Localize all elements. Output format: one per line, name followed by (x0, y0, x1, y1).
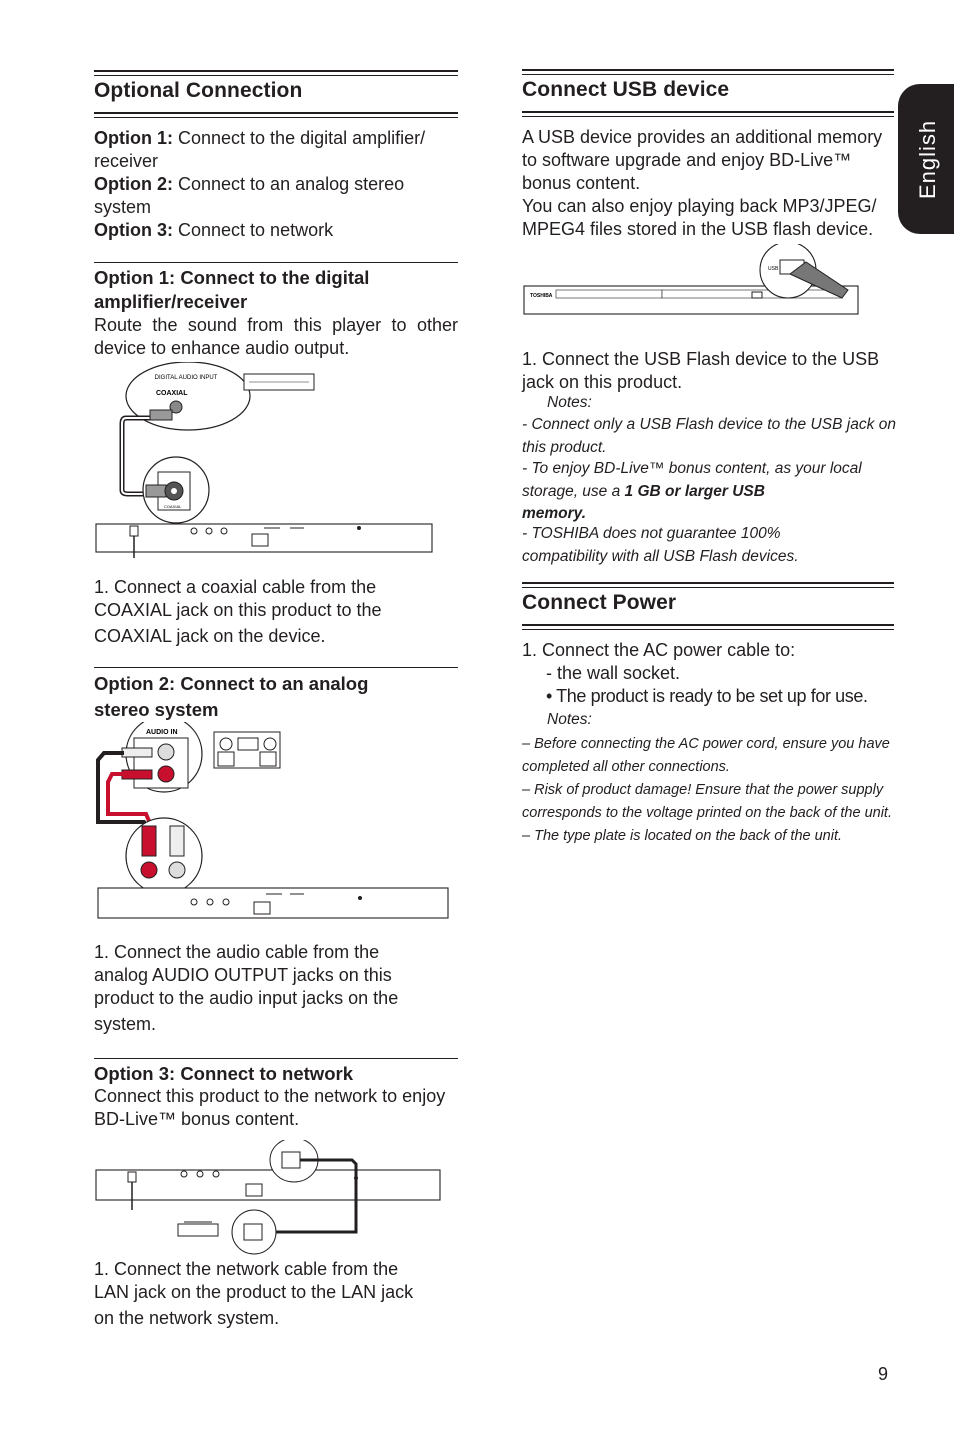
power-sub-item: - the wall socket. (546, 663, 681, 683)
usb-note-1: - Connect only a USB Flash device to the USB jack on this product. (522, 416, 896, 456)
usb-title-rule-bottom (522, 111, 894, 117)
option-3-description: Connect this product to the network to enjoy BD-Live™ bonus content. (94, 1086, 446, 1129)
power-notes-label: Notes: (547, 711, 592, 728)
coaxial-label: COAXIAL (156, 390, 188, 397)
option-1-title: Option 1: Connect to the digital amplifier/receiver (94, 267, 370, 312)
power-title-rule-top (522, 582, 894, 588)
digital-audio-input-label: DIGITAL AUDIO INPUT (154, 375, 218, 381)
power-note-1: – Before connecting the AC power cord, ensure you have completed all other connections. (522, 736, 890, 775)
option-3-summary: Option 3: Connect to network (94, 220, 334, 240)
usb-notes-label: Notes: (547, 394, 592, 411)
power-note-3: – The type plate is located on the back of the unit. (522, 828, 843, 844)
page-number: 9 (878, 1364, 889, 1384)
option-2-instructions: 1. Connect the audio cable from the analog AUDIO OUTPUT jacks on this product to the audio input jacks on the system. (94, 942, 399, 1034)
divider-option3 (94, 1058, 458, 1059)
title-rule-top (94, 70, 458, 76)
usb-step: 1. Connect the USB Flash device to the USB jack on this product. (522, 349, 880, 392)
power-note-2: – Risk of product damage! Ensure that the power supply corresponds to the voltage printed on the back of the unit. (522, 782, 892, 821)
title-rule-bottom (94, 112, 458, 118)
usb-port-label: USB (768, 266, 779, 272)
network-connection-diagram (94, 1140, 444, 1256)
power-title-rule-bottom (522, 624, 894, 630)
usb-note-3: - TOSHIBA does not guarantee 100% compatibility with all USB Flash devices. (522, 525, 799, 565)
power-step: 1. Connect the AC power cable to: (522, 640, 796, 660)
divider-option1 (94, 262, 458, 263)
option-3-title: Option 3: Connect to network (94, 1063, 353, 1084)
option-1-summary: Option 1: Connect to the digital amplifier/ receiver (94, 128, 426, 171)
language-tab (898, 84, 954, 234)
usb-intro: A USB device provides an additional memory to software upgrade and enjoy BD-Live™ bonus content. You can also enjoy playing back MP3/JPEG/ MPEG4 files stored in the USB flash device. (522, 127, 883, 239)
section-title-connect-power: Connect Power (522, 591, 677, 614)
coaxial-small-label: COAXIAL (164, 504, 182, 509)
usb-note-2: - To enjoy BD-Live™ bonus content, as your local storage, use a 1 GB or larger USB memory. (522, 460, 862, 522)
option-2-title: Option 2: Connect to an analog stereo system (94, 673, 369, 720)
option-3-instructions: 1. Connect the network cable from the LAN jack on the product to the LAN jack on the network system. (94, 1259, 414, 1328)
coaxial-connection-diagram (94, 362, 440, 558)
power-notes (522, 733, 898, 848)
audio-in-label: AUDIO IN (146, 729, 178, 736)
usb-connection-diagram (522, 244, 862, 318)
option-2-summary: Option 2: Connect to an analog stereo system (94, 174, 405, 217)
section-title-connect-usb: Connect USB device (522, 78, 730, 101)
analog-stereo-connection-diagram (94, 722, 454, 922)
option-1-instructions: 1. Connect a coaxial cable from the COAXIAL jack on this product to the COAXIAL jack on the device. (94, 577, 382, 646)
player-brand-label: TOSHIBA (530, 293, 553, 299)
usb-title-rule-top (522, 69, 894, 75)
section-title-optional-connection: Optional Connection (94, 79, 303, 102)
power-bullet: • The product is ready to be set up for use. (546, 686, 868, 706)
options-list (94, 127, 464, 242)
divider-option2 (94, 667, 458, 668)
option-1-description: Route the sound from this player to other device to enhance audio output. (94, 315, 458, 358)
language-tab-label: English (915, 119, 940, 199)
